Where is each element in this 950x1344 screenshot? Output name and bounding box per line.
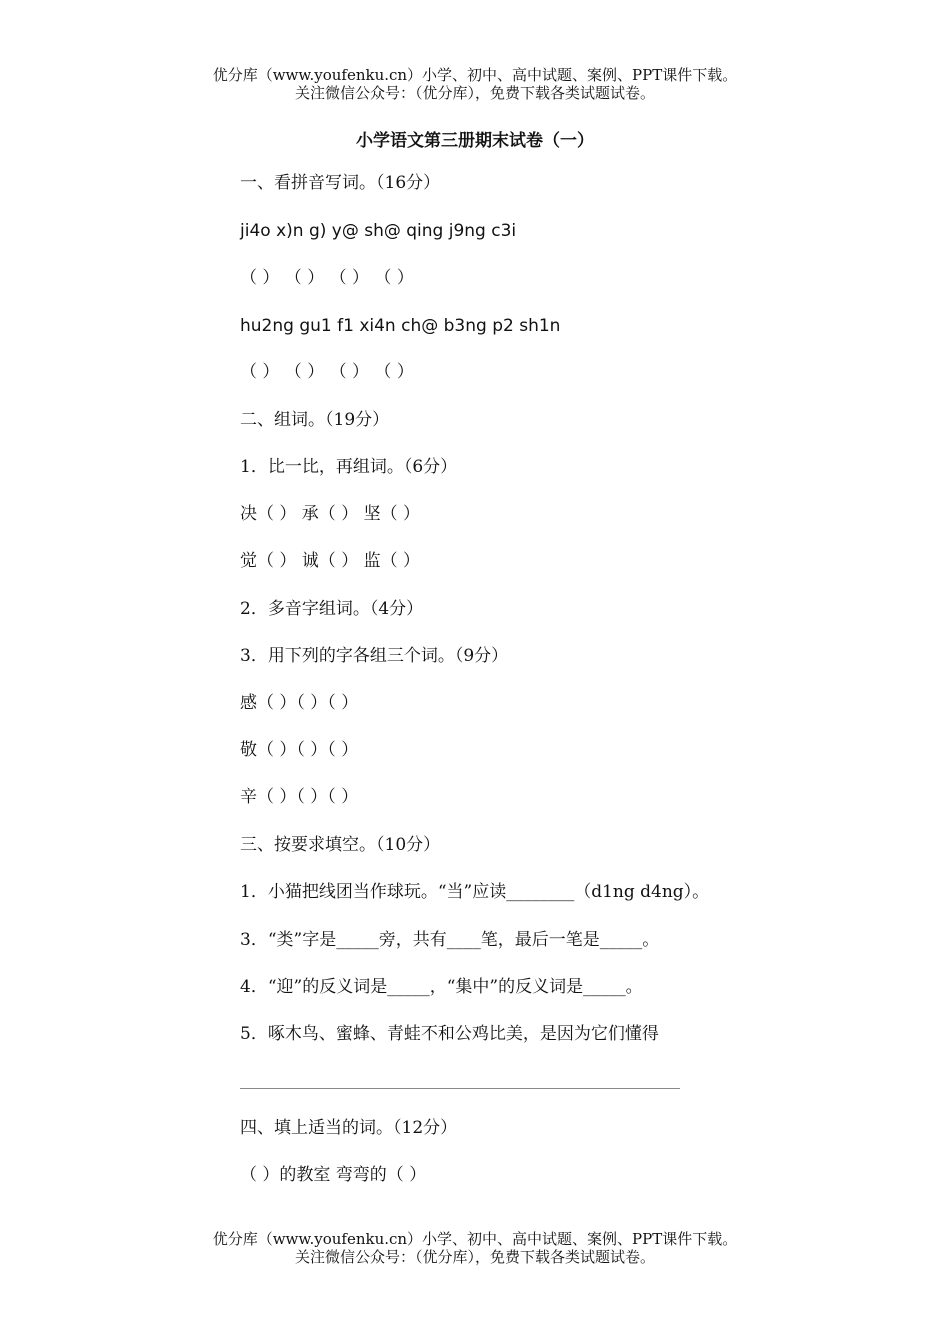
exam-title: 小学语文第三册期末试卷（一） [356, 131, 594, 151]
pinyin-row-1: ji4o x)n g) y@ sh@ qing j9ng c3i [240, 221, 517, 241]
question-2-3: 3．用下列的字各组三个词。（9分） [240, 646, 509, 666]
answer-brackets-row-2: （ ） （ ） （ ） （ ） [240, 362, 414, 382]
word-group-row-1: 感（ ）（ ）（ ） [240, 693, 359, 713]
section-1-heading: 一、看拼音写词。（16分） [240, 173, 441, 193]
page-footer [0, 1230, 950, 1266]
question-3-1: 1．小猫把线团当作球玩。“当”应读________（d1ng d4ng）。 [240, 882, 710, 902]
question-2-1: 1．比一比，再组词。（6分） [240, 457, 458, 477]
header-line-2: 关注微信公众号：（优分库），免费下载各类试题试卷。 [294, 84, 655, 102]
fill-words-row-1: （ ）的教室 弯弯的（ ） [240, 1165, 427, 1185]
question-3-3: 3．“类”字是_____旁，共有____笔，最后一笔是_____。 [240, 930, 660, 950]
footer-line-1: 优分库（www.youfenku.cn）小学、初中、高中试题、案例、PPT课件下载。 [212, 1230, 738, 1248]
section-2-heading: 二、组词。（19分） [240, 410, 390, 430]
page-header [0, 66, 950, 102]
section-3-heading: 三、按要求填空。（10分） [240, 835, 441, 855]
answer-brackets-row-1: （ ） （ ） （ ） （ ） [240, 268, 414, 288]
pinyin-row-2: hu2ng gu1 f1 xi4n ch@ b3ng p2 sh1n [240, 316, 561, 336]
question-2-2: 2．多音字组词。（4分） [240, 599, 424, 619]
answer-line [240, 1088, 680, 1089]
footer-line-2: 关注微信公众号：（优分库），免费下载各类试题试卷。 [294, 1248, 655, 1266]
section-4-heading: 四、填上适当的词。（12分） [240, 1118, 458, 1138]
compare-row-1: 决（ ） 承（ ） 坚（ ） [240, 504, 421, 524]
word-group-row-2: 敬（ ）（ ）（ ） [240, 740, 359, 760]
word-group-row-3: 辛（ ）（ ）（ ） [240, 787, 359, 807]
compare-row-2: 觉（ ） 诚（ ） 监（ ） [240, 551, 421, 571]
question-3-5: 5．啄木鸟、蜜蜂、青蛙不和公鸡比美，是因为它们懂得 [240, 1024, 659, 1044]
question-3-4: 4．“迎”的反义词是_____，“集中”的反义词是_____。 [240, 977, 643, 997]
header-line-1: 优分库（www.youfenku.cn）小学、初中、高中试题、案例、PPT课件下载。 [212, 66, 738, 84]
